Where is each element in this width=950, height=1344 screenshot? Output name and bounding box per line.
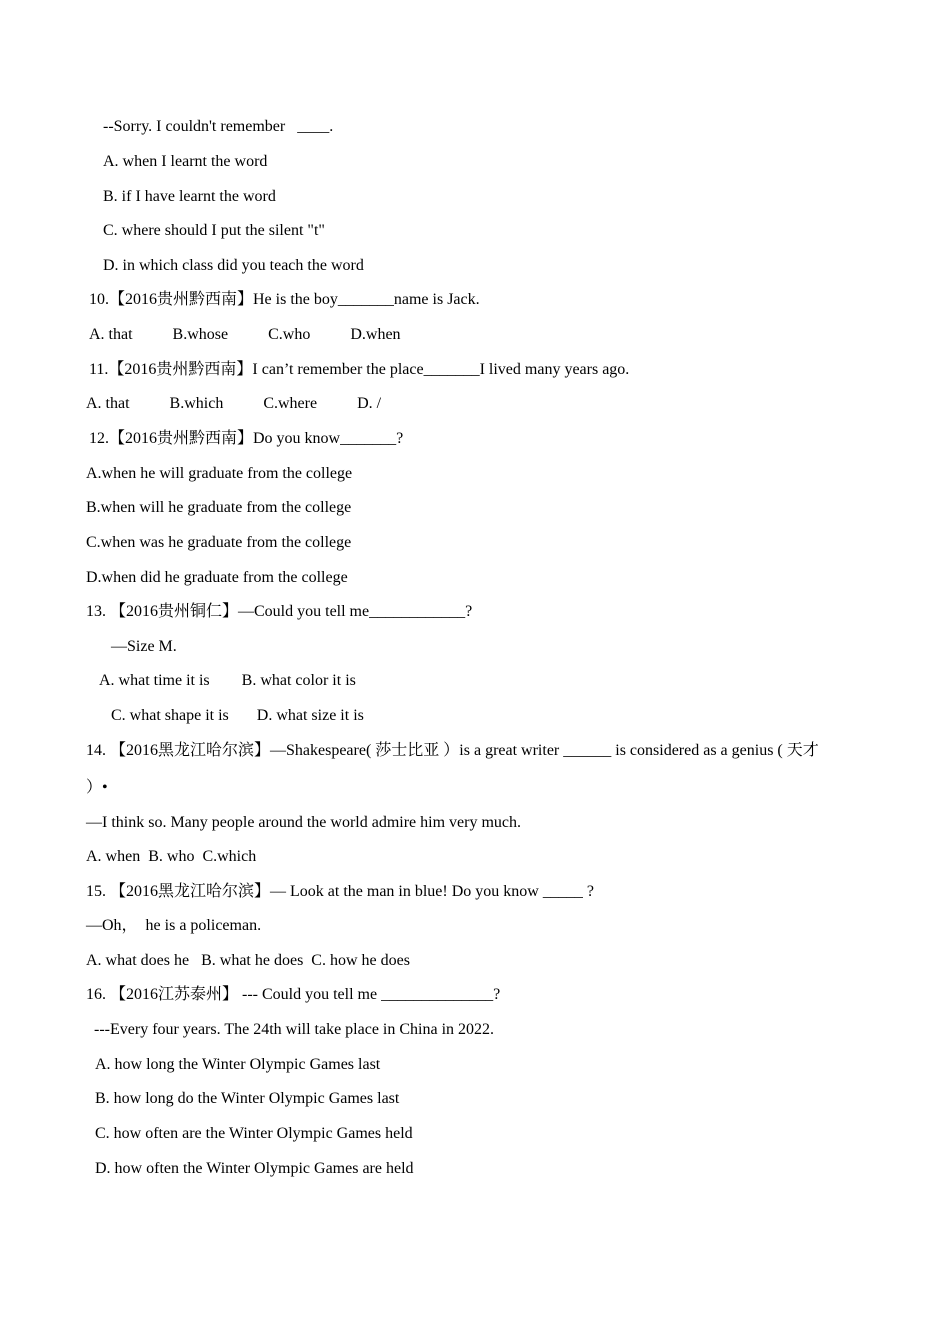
options-14: A. when B. who C.which bbox=[86, 848, 257, 865]
option-16c: C. how often are the Winter Olympic Games held bbox=[95, 1125, 413, 1142]
text-line: A. when I learnt the word bbox=[103, 153, 268, 170]
options-13-ab: A. what time it is B. what color it is bbox=[99, 672, 356, 689]
question-13: 13. 【2016贵州铜仁】—Could you tell me____________? bbox=[86, 603, 473, 620]
option-12b: B.when will he graduate from the college bbox=[86, 499, 352, 516]
text-line: C. where should I put the silent "t" bbox=[103, 222, 325, 239]
text-line: B. if I have learnt the word bbox=[103, 188, 276, 205]
options-13-cd: C. what shape it is D. what size it is bbox=[111, 707, 364, 724]
question-14: 14. 【2016黑龙江哈尔滨】—Shakespeare( 莎士比亚 ）is a great writer ______ is considered as a genius ( 天才 bbox=[86, 742, 819, 759]
options-15: A. what does he B. what he does C. how he does bbox=[86, 952, 410, 969]
text-line: --Sorry. I couldn't remember ____. bbox=[103, 118, 334, 135]
answer-13: —Size M. bbox=[111, 638, 177, 655]
question-15: 15. 【2016黑龙江哈尔滨】— Look at the man in blue! Do you know _____ ? bbox=[86, 883, 594, 900]
options-10: A. that B.whose C.who D.when bbox=[89, 326, 401, 343]
option-16a: A. how long the Winter Olympic Games last bbox=[95, 1056, 381, 1073]
option-12d: D.when did he graduate from the college bbox=[86, 569, 348, 586]
answer-16: ---Every four years. The 24th will take place in China in 2022. bbox=[94, 1021, 495, 1038]
question-10: 10.【2016贵州黔西南】He is the boy_______name is Jack. bbox=[89, 291, 480, 308]
options-11: A. that B.which C.where D. / bbox=[86, 395, 382, 412]
question-14-cont: ）• bbox=[86, 779, 108, 796]
question-12: 12.【2016贵州黔西南】Do you know_______? bbox=[89, 430, 404, 447]
question-11: 11.【2016贵州黔西南】I can’t remember the place_______I lived many years ago. bbox=[89, 361, 630, 378]
option-12a: A.when he will graduate from the college bbox=[86, 465, 353, 482]
question-16: 16. 【2016江苏泰州】 --- Could you tell me ______________? bbox=[86, 986, 501, 1003]
option-12c: C.when was he graduate from the college bbox=[86, 534, 352, 551]
answer-14: —I think so. Many people around the world admire him very much. bbox=[86, 814, 522, 831]
answer-15: —Oh， he is a policeman. bbox=[86, 917, 262, 934]
option-16d: D. how often the Winter Olympic Games are held bbox=[95, 1160, 414, 1177]
option-16b: B. how long do the Winter Olympic Games last bbox=[95, 1090, 400, 1107]
text-line: D. in which class did you teach the word bbox=[103, 257, 364, 274]
